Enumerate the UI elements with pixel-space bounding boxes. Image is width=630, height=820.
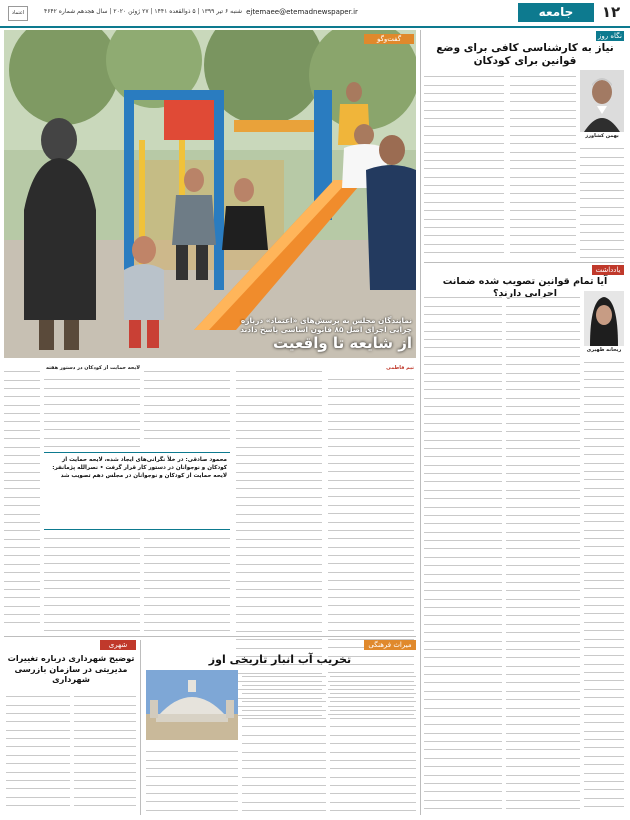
author-photo-2 xyxy=(584,291,624,346)
headline-1: نیاز به کارشناسی کافی برای وضع قوانین برای کودکان xyxy=(436,42,614,67)
bottom-left-text-col-1 xyxy=(74,690,136,812)
kicker-bottom-left: شهری xyxy=(100,640,136,650)
bottom-center-text-col-3 xyxy=(330,670,416,812)
divider-right-1 xyxy=(424,262,624,263)
author-name-2: ریحانه ظهیری xyxy=(586,347,622,353)
main-byline: تیم فاطمی xyxy=(386,365,414,371)
author-photo-1 xyxy=(580,70,624,132)
right-text-col-2 xyxy=(424,70,504,260)
section-subtitle: لایحه حمایت از کودکان در دستور هفته xyxy=(45,365,140,371)
main-text-col-7 xyxy=(44,532,140,632)
divider-bottom xyxy=(4,636,416,637)
newspaper-logo: اعتماد xyxy=(8,6,28,21)
headline-bottom-center: تخریب آب انبار تاریخی اوز xyxy=(208,653,352,666)
main-subhead: نمایندگان مجلس به پرسش‌های «اعتماد» درباره چرایی اجرای اصل ۸۵ قانون اساسی پاسخ دادند xyxy=(240,316,412,334)
playground-image xyxy=(4,30,416,358)
section-label: جامعه xyxy=(518,3,594,22)
bottom-center-text-col-2 xyxy=(242,670,326,812)
right-text-col-1b xyxy=(580,142,624,260)
right-text-col-4 xyxy=(424,291,502,811)
kicker-top: نگاه روز xyxy=(596,31,624,41)
bottom-left-text-col-2 xyxy=(6,690,70,812)
water-reservoir-image xyxy=(146,670,238,740)
main-text-col-4 xyxy=(44,373,140,447)
water-reservoir-photo xyxy=(146,670,238,740)
headline-2: آیا تمام قوانین تصویب شده ضمانت اجرایی دارند؟ xyxy=(442,276,608,299)
callout-text: محمود صادقی: در خلأ نگرانی‌های ایجاد شده، لایحه حمایت از کودکان و نوجوانان در دستور کار قرار گرفت • نصرالله پژمانفر: لایحه حمایت از کودکان و نوجوانان در مجلس دهم تصویب شد xyxy=(52,457,227,479)
right-text-col-1 xyxy=(510,70,576,260)
headline-bottom-left: توضیح شهرداری درباره تغییرات مدیریتی در سازمان بازرسی شهرداری xyxy=(7,653,135,684)
kicker-2: یادداشت xyxy=(592,265,624,275)
main-text-col-6 xyxy=(144,532,230,632)
dateline: شنبه ۶ تیر ۱۳۹۹ | ۵ ذوالقعده ۱۴۴۱ | ۲۷ ژوئن ۲۰۲۰ | سال هجدهم شماره ۴۶۴۲ xyxy=(43,8,242,15)
main-headline: از شایعه تا واقعیت xyxy=(272,334,412,352)
right-text-col-3 xyxy=(506,291,580,811)
kicker-bottom-center: میراث فرهنگی xyxy=(364,640,416,650)
photo-kicker: گفت‌وگو xyxy=(364,34,414,44)
author-name-1: بهمن کشاورز xyxy=(585,133,619,139)
column-divider xyxy=(420,30,421,815)
author-portrait-icon xyxy=(580,70,624,132)
playground-photo xyxy=(4,30,416,358)
right-text-col-5 xyxy=(584,356,624,811)
bottom-center-text-col-1 xyxy=(146,745,238,812)
bottom-divider xyxy=(140,640,141,815)
section-email[interactable]: ejtemaee@etemadnewspaper.ir xyxy=(246,8,358,16)
author-portrait-icon xyxy=(584,291,624,346)
page-number: ۱۲ xyxy=(601,3,621,21)
main-text-col-3 xyxy=(144,365,230,447)
callout-box xyxy=(44,452,230,530)
main-text-col-5 xyxy=(4,365,40,631)
